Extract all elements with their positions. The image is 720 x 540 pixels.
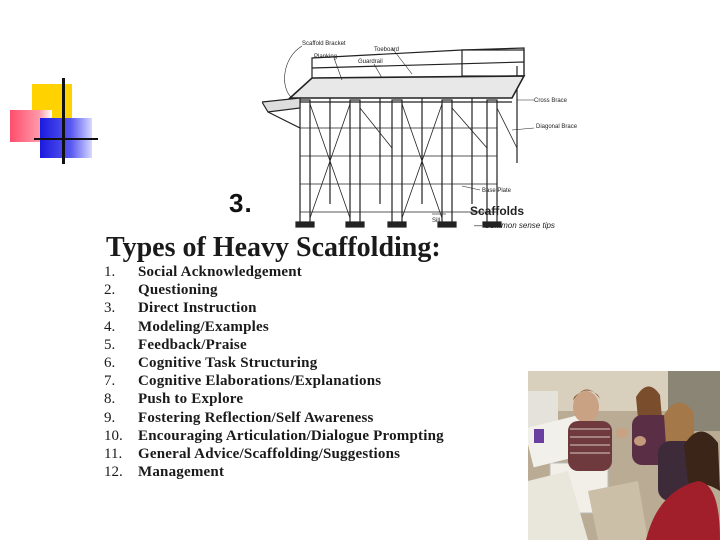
- item-number: 5.: [104, 336, 116, 353]
- item-number: 12.: [104, 464, 123, 481]
- list-item: [104, 337, 444, 355]
- classroom-photo: [528, 371, 720, 540]
- item-number: 10.: [104, 427, 123, 444]
- list-item: [104, 300, 444, 318]
- label-toeboard: Toeboard: [374, 47, 400, 53]
- item-text: Management: [138, 464, 225, 481]
- item-text: Push to Explore: [138, 391, 244, 408]
- vertical-line: [62, 78, 65, 164]
- item-text: Encouraging Articulation/Dialogue Prompting: [138, 427, 444, 444]
- decorative-squares-logo: [8, 78, 100, 164]
- label-sill: Sill: [432, 218, 441, 224]
- item-text: Direct Instruction: [138, 300, 257, 317]
- item-number: 8.: [104, 391, 116, 408]
- label-guardrail: Guardrail: [358, 59, 383, 65]
- list-item: [104, 391, 444, 409]
- label-planking: Planking: [314, 54, 338, 60]
- label-base-plate: Base Plate: [482, 188, 512, 194]
- item-text: Social Acknowledgement: [138, 264, 302, 280]
- item-number: 3.: [104, 300, 116, 317]
- list-item: [104, 464, 444, 482]
- figure-subcaption: — Common sense tips: [474, 221, 555, 230]
- item-text: Cognitive Elaborations/Explanations: [138, 373, 382, 390]
- item-text: General Advice/Scaffolding/Suggestions: [138, 445, 401, 462]
- page-title: Types of Heavy Scaffolding:: [106, 232, 441, 263]
- item-text: Fostering Reflection/Self Awareness: [138, 409, 374, 426]
- list-item: [104, 319, 444, 337]
- list-item: [104, 428, 444, 446]
- slide-number: 3.: [229, 188, 253, 218]
- horizontal-line: [34, 138, 98, 140]
- item-number: 1.: [104, 264, 116, 280]
- scaffolding-types-list: [104, 264, 444, 482]
- label-scaffold-bracket: Scaffold Bracket: [302, 41, 346, 47]
- item-text: Questioning: [138, 282, 218, 299]
- item-number: 4.: [104, 318, 116, 335]
- list-item: [104, 373, 444, 391]
- item-number: 11.: [104, 445, 123, 462]
- item-text: Modeling/Examples: [138, 318, 269, 335]
- list-item: [104, 355, 444, 373]
- item-text: Feedback/Praise: [138, 336, 247, 353]
- item-number: 7.: [104, 373, 116, 390]
- item-number: 2.: [104, 282, 116, 299]
- label-cross-brace: Cross Brace: [534, 98, 568, 104]
- item-number: 6.: [104, 354, 116, 371]
- list-item: [104, 282, 444, 300]
- scaffold-diagram: [262, 28, 592, 233]
- list-item: [104, 446, 444, 464]
- item-text: Cognitive Task Structuring: [138, 354, 318, 371]
- list-item: [104, 410, 444, 428]
- item-number: 9.: [104, 409, 116, 426]
- label-diagonal-brace: Diagonal Brace: [536, 124, 578, 130]
- figure-caption: Scaffolds: [470, 204, 525, 218]
- list-item: [104, 264, 444, 282]
